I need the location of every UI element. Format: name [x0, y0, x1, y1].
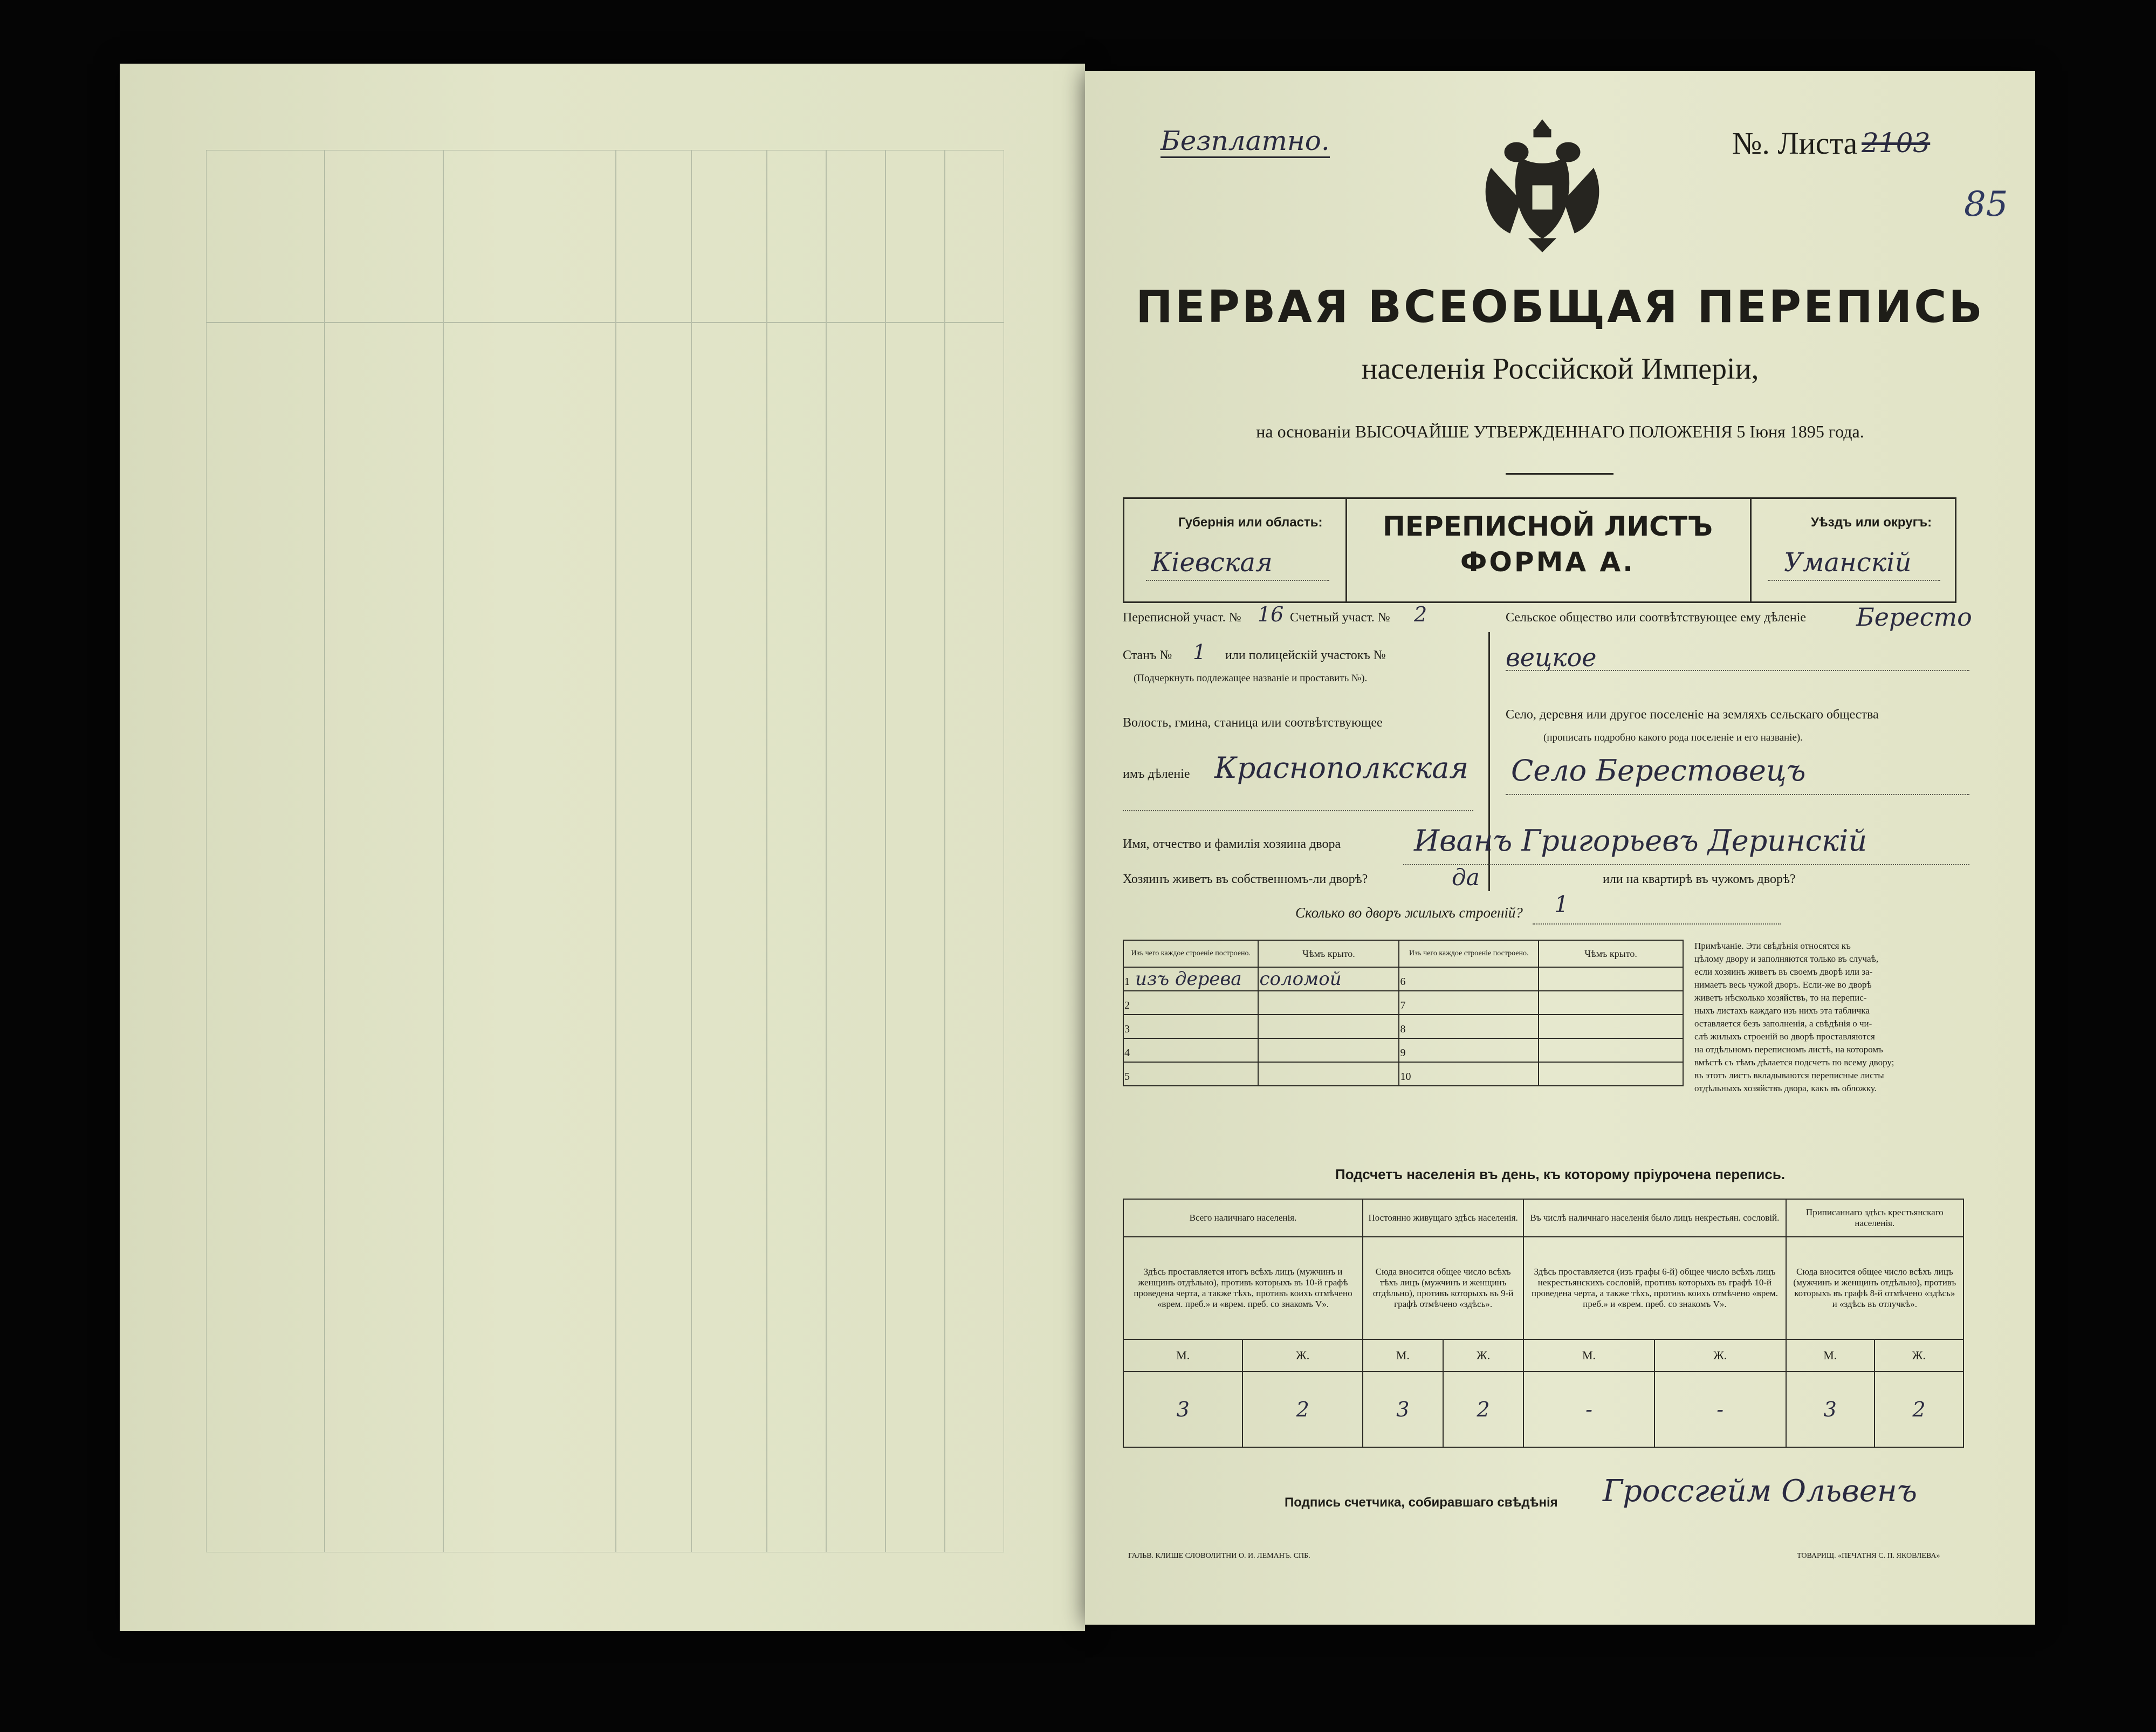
roof-header: Чѣмъ крыто.	[1258, 940, 1399, 967]
note-line: отдѣльныхъ хозяйствъ двора, какъ въ обложку.	[1694, 1083, 1877, 1093]
form-title: ФОРМА А.	[1460, 546, 1636, 578]
building-roof-cell	[1258, 1015, 1399, 1038]
group-description: Сюда вносится общее число всѣхъ лицъ (мужчинъ и женщинъ отдѣльно), противъ которыхъ въ графѣ 8-й отмѣчено «здѣсь» и «здѣсь въ отлучкѣ».	[1786, 1237, 1963, 1339]
building-number: 8	[1400, 1023, 1406, 1035]
buildings-table	[1123, 940, 1684, 1086]
left-page	[120, 64, 1085, 1631]
building-roof-cell	[1258, 967, 1399, 991]
male-count: -	[1523, 1372, 1654, 1447]
group-header: Приписаннаго здѣсь крестьянскаго населенія.	[1786, 1199, 1963, 1237]
buildings-note	[1694, 940, 1964, 1095]
female-header: Ж.	[1654, 1339, 1786, 1372]
group-description: Здѣсь проставляется итогъ всѣхъ лицъ (мужчинъ и женщинъ отдѣльно), противъ которыхъ въ 10-й графѣ проведена черта, а также тѣхъ, противъ коихъ отмѣчено «врем. преб.» и «врем. преб. со знакомъ V».	[1123, 1237, 1363, 1339]
volost-label: Волость, гмина, станица или соотвѣтствующее	[1123, 716, 1383, 730]
buildings-row	[1123, 1015, 1683, 1038]
buildings-row	[1123, 991, 1683, 1015]
buildings-row	[1123, 967, 1683, 991]
free-label: Безплатно.	[1161, 125, 1330, 158]
group-header: Постоянно живущаго здѣсь населенія.	[1363, 1199, 1523, 1237]
building-roof-value: соломой	[1259, 968, 1342, 990]
group-header: Въ числѣ наличнаго населенія было лицъ некрестьян. сословій.	[1523, 1199, 1786, 1237]
roof-header-2: Чѣмъ крыто.	[1539, 940, 1683, 967]
page-subtitle: населенія Россійской Имперіи,	[1361, 352, 1759, 386]
census-area-value: 16	[1258, 603, 1284, 626]
ornament-divider	[1506, 473, 1613, 475]
show-through-grid	[206, 150, 1004, 1552]
note-line: если хозяинъ живетъ въ своемъ дворѣ или за-	[1694, 967, 1873, 977]
building-material-cell	[1123, 1015, 1258, 1038]
note-line: слѣ жилыхъ строеній во дворѣ проставляются	[1694, 1031, 1875, 1042]
buildings-count-value: 1	[1554, 891, 1569, 918]
society-value: Бересто	[1856, 603, 1972, 632]
building-roof-cell	[1539, 1015, 1683, 1038]
owner-lives-label: Хозяинъ живетъ въ собственномъ-ли дворѣ?	[1123, 872, 1368, 886]
male-header: М.	[1786, 1339, 1875, 1372]
building-number: 4	[1124, 1047, 1130, 1059]
building-material-cell	[1399, 1015, 1539, 1038]
building-roof-cell	[1539, 1038, 1683, 1062]
building-material-cell	[1123, 991, 1258, 1015]
building-number: 1	[1124, 976, 1130, 988]
note-line: оставляется безъ заполненія, а свѣдѣнія о чи-	[1694, 1018, 1872, 1029]
note-line: Примѣчаніе. Эти свѣдѣнія относятся къ	[1694, 941, 1851, 951]
census-area-label: Переписной участ. №	[1123, 611, 1241, 625]
note-line: ныхъ листахъ каждаго изъ нихъ эта табличка	[1694, 1005, 1870, 1016]
building-material-cell	[1399, 991, 1539, 1015]
building-material-cell	[1399, 1062, 1539, 1086]
owner-name-label: Имя, отчество и фамилія хозяина двора	[1123, 837, 1341, 851]
female-header: Ж.	[1875, 1339, 1963, 1372]
building-roof-cell	[1258, 991, 1399, 1015]
material-header-2: Изъ чего каждое строеніе построено.	[1399, 940, 1539, 967]
building-material-cell	[1123, 967, 1258, 991]
building-roof-cell	[1258, 1062, 1399, 1086]
note-line: вмѣстѣ съ тѣмъ дѣлается подсчетъ по всему двору;	[1694, 1057, 1894, 1067]
building-number: 3	[1124, 1023, 1130, 1035]
buildings-count-label: Сколько во дворъ жилыхъ строеній?	[1295, 905, 1523, 921]
sheet-number-label: №. Листа	[1732, 126, 1858, 161]
volost-value: Краснополкская	[1214, 751, 1469, 785]
owner-name-value: Иванъ Григорьевъ Деринскій	[1414, 824, 1867, 858]
female-count: 2	[1875, 1372, 1963, 1447]
building-number: 6	[1400, 976, 1406, 988]
note-line: нимаетъ весь чужой дворъ. Если-же во дворѣ	[1694, 980, 1872, 990]
sheet-number-alt: 85	[1964, 184, 2008, 224]
building-material-cell	[1399, 967, 1539, 991]
count-area-value: 2	[1414, 603, 1427, 626]
district-cell	[1750, 499, 1956, 601]
male-count: 3	[1786, 1372, 1875, 1447]
signature-label: Подпись счетчика, собиравшаго свѣдѣнія	[1285, 1495, 1558, 1510]
building-roof-cell	[1258, 1038, 1399, 1062]
group-description: Здѣсь проставляется (изъ графы 6-й) общее число всѣхъ лицъ некрестьянскихъ сословій, противъ которыхъ въ графѣ 10-й проведена черта, а также тѣхъ, противъ коихъ отмѣчено «врем. преб.» и «врем. преб. со знакомъ V».	[1523, 1237, 1786, 1339]
signature-value: Гроссгейм Ольвенъ	[1603, 1474, 1918, 1509]
note-line: на отдѣльномъ переписномъ листѣ, на которомъ	[1694, 1044, 1883, 1055]
count-area-label: Счетный участ. №	[1290, 611, 1390, 625]
building-roof-cell	[1539, 991, 1683, 1015]
note-line: въ этотъ листъ вкладываются переписные листы	[1694, 1070, 1884, 1080]
building-number: 7	[1400, 1000, 1406, 1011]
society-label: Сельское общество или соотвѣтствующее ему дѣленіе	[1506, 611, 1807, 625]
count-table	[1123, 1199, 1964, 1448]
district-label: Уѣздъ или округъ:	[1811, 515, 1932, 530]
male-count: 3	[1363, 1372, 1443, 1447]
printer-right: ТОВАРИЩ. «ПЕЧАТНЯ С. П. ЯКОВЛЕВА»	[1797, 1552, 1940, 1560]
printer-left: ГАЛЬВ. КЛИШЕ СЛОВОЛИТНИ О. И. ЛЕМАНЪ. СПБ.	[1128, 1552, 1310, 1560]
female-count: 2	[1443, 1372, 1524, 1447]
female-header: Ж.	[1443, 1339, 1524, 1372]
census-form-page	[1085, 71, 2035, 1625]
society-value-2: вецкое	[1506, 643, 1597, 672]
building-roof-cell	[1539, 967, 1683, 991]
female-header: Ж.	[1242, 1339, 1363, 1372]
note-line: цѣлому двору и заполняются только въ случаѣ,	[1694, 954, 1879, 964]
building-roof-cell	[1539, 1062, 1683, 1086]
sheet-title-cell	[1345, 499, 1750, 601]
page-title: ПЕРВАЯ ВСЕОБЩАЯ ПЕРЕПИСЬ	[1136, 282, 1985, 333]
village-label: Село, деревня или другое поселеніе на земляхъ сельскаго общества	[1506, 708, 1879, 722]
material-header: Изъ чего каждое строеніе построено.	[1123, 940, 1258, 967]
group-header: Всего наличнаго населенія.	[1123, 1199, 1363, 1237]
building-material-cell	[1123, 1062, 1258, 1086]
owner-lives-value: да	[1452, 864, 1480, 891]
police-label: или полицейскій участокъ №	[1225, 648, 1386, 662]
male-header: М.	[1363, 1339, 1443, 1372]
district-value: Уманскій	[1784, 547, 1912, 578]
female-count: -	[1654, 1372, 1786, 1447]
stan-label: Станъ №	[1123, 648, 1172, 662]
buildings-row	[1123, 1038, 1683, 1062]
building-number: 2	[1124, 1000, 1130, 1011]
female-count: 2	[1242, 1372, 1363, 1447]
building-number: 9	[1400, 1047, 1406, 1059]
building-number: 5	[1124, 1071, 1130, 1083]
underline-note: (Подчеркнуть подлежащее названіе и проставить №).	[1134, 673, 1368, 684]
volost-label-2: имъ дѣленіе	[1123, 767, 1190, 781]
buildings-row	[1123, 1062, 1683, 1086]
apartment-label: или на квартирѣ въ чужомъ дворѣ?	[1603, 872, 1796, 886]
village-value: Село Берестовецъ	[1511, 754, 1806, 788]
double-headed-eagle-icon	[1478, 114, 1607, 255]
building-material-cell	[1123, 1038, 1258, 1062]
province-value: Кіевская	[1151, 547, 1273, 578]
building-material-cell	[1399, 1038, 1539, 1062]
male-header: М.	[1123, 1339, 1242, 1372]
province-label: Губернія или область:	[1178, 515, 1323, 530]
sheet-title: ПЕРЕПИСНОЙ ЛИСТЪ	[1383, 511, 1713, 542]
form-header-box	[1123, 497, 1956, 603]
group-description: Сюда вносится общее число всѣхъ тѣхъ лицъ (мужчинъ и женщинъ отдѣльно), противъ которыхъ въ 9-й графѣ отмѣчено «здѣсь».	[1363, 1237, 1523, 1339]
basis-line: на основаніи ВЫСОЧАЙШЕ УТВЕРЖДЕННАГО ПОЛОЖЕНІЯ 5 Іюня 1895 года.	[1256, 422, 1864, 441]
stan-value: 1	[1193, 640, 1206, 664]
village-note: (прописать подробно какого рода поселеніе и его названіе).	[1543, 732, 1803, 743]
note-line: живетъ нѣсколько хозяйствъ, то на перепис-	[1694, 992, 1867, 1003]
male-count: 3	[1123, 1372, 1242, 1447]
building-number: 10	[1400, 1071, 1411, 1083]
count-table-title: Подсчетъ населенія въ день, къ которому пріурочена перепись.	[1335, 1166, 1786, 1182]
province-cell	[1124, 499, 1347, 601]
male-header: М.	[1523, 1339, 1654, 1372]
building-material-value: изъ дерева	[1135, 968, 1242, 990]
sheet-number-value: 2103	[1862, 127, 1931, 159]
